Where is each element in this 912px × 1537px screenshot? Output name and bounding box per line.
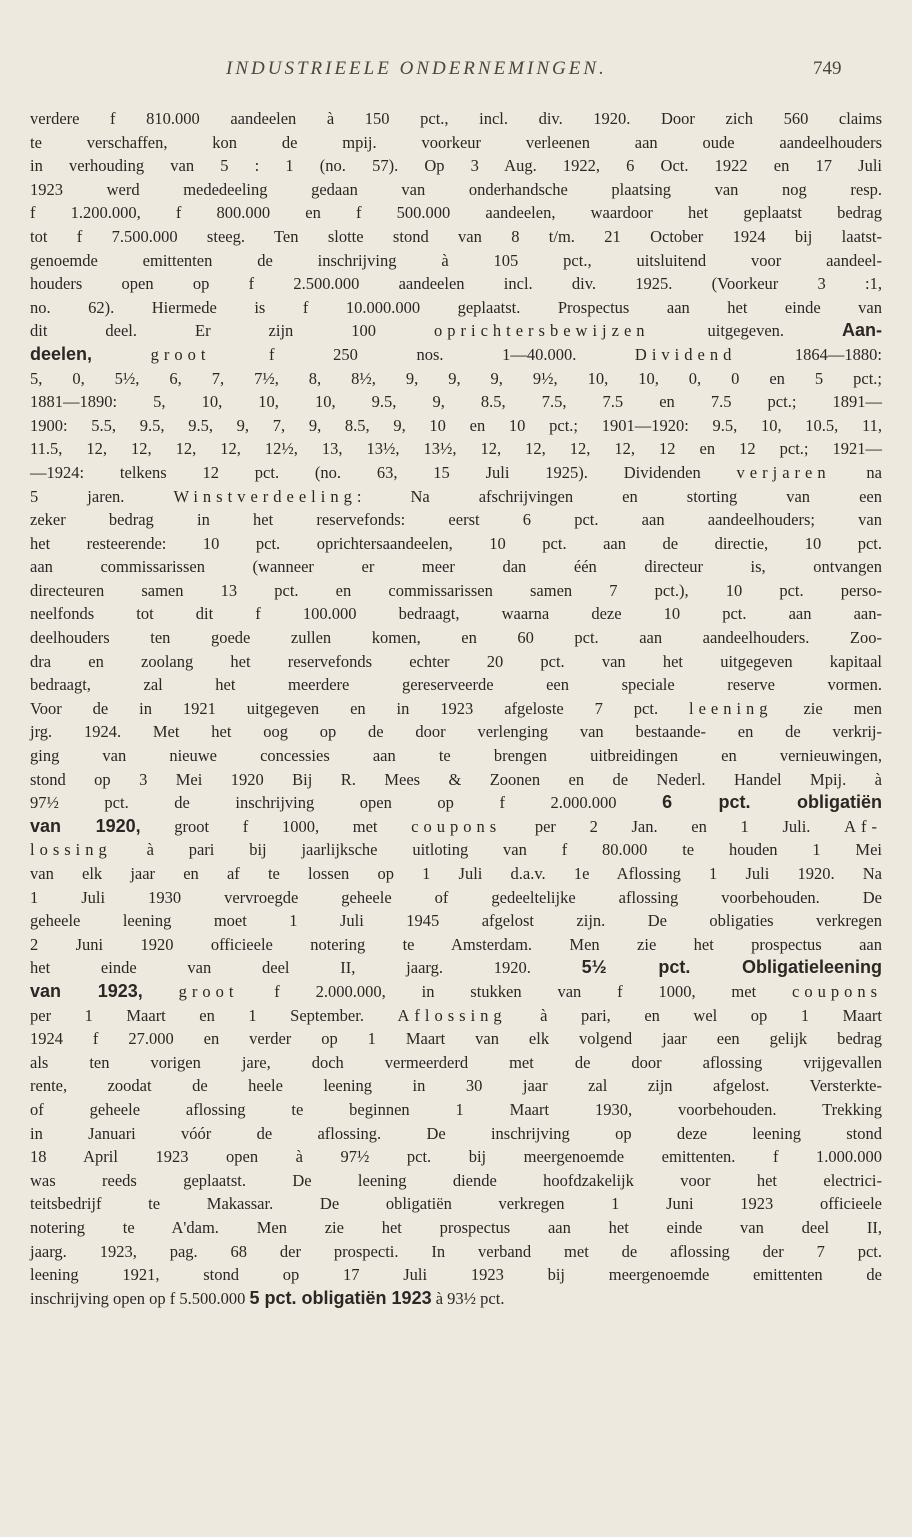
text-run: f 2.000.000, in stukken van f 1000, met	[238, 981, 793, 1001]
text-line	[30, 555, 882, 579]
text-run: zeker bedrag in het reservefonds: eerst 6 pct. aan aandeelhouders; van	[30, 510, 882, 530]
running-head: INDUSTRIEELE ONDERNEMINGEN.	[226, 58, 607, 79]
text-line	[30, 319, 882, 343]
text-line	[30, 461, 882, 485]
text-run: dra en zoolang het reservefonds echter 20 pct. van het uitgegeven kapitaal	[30, 651, 882, 671]
text-run: was reeds geplaatst. De leening diende hoofdzakelijk voor het electrici-	[30, 1170, 882, 1190]
text-run: dit deel. Er zijn 100	[30, 321, 434, 341]
text-line	[30, 1263, 882, 1287]
text-line	[30, 673, 882, 697]
text-run: als ten vorigen jare, doch vermeerderd met de door aflossing vrijgevallen	[30, 1052, 882, 1072]
text-line	[30, 225, 882, 249]
text-line	[30, 390, 882, 414]
text-run: van elk jaar en af te lossen op 1 Juli d.a.v. 1e Aflossing 1 Juli 1920. Na	[30, 864, 882, 883]
body-text	[30, 107, 882, 1310]
text-run: tot f 7.500.000 steeg. Ten slotte stond van 8 t/m. 21 October 1924 bij laatst-	[30, 226, 882, 246]
text-line	[30, 296, 882, 320]
text-line	[30, 1122, 882, 1146]
spaced-emphasis-text: Af-	[844, 816, 882, 836]
text-line	[30, 1004, 882, 1028]
text-line	[30, 1074, 882, 1098]
text-run: 1900: 5.5, 9.5, 9.5, 9, 7, 9, 8.5, 9, 10 en 10 pct.; 1901—1920: 9.5, 10, 10.5, 11,	[30, 415, 882, 435]
text-run: 97½ pct. de inschrijving open op f 2.000.000	[30, 793, 663, 813]
spaced-emphasis-text: groot	[178, 981, 239, 1001]
text-line	[30, 1287, 882, 1311]
text-run: te verschaffen, kon de mpij. voorkeur verleenen aan oude aandeelhouders	[30, 132, 882, 152]
text-run: jrg. 1924. Met het oog op de door verlenging van bestaande- en de verkrij-	[30, 722, 882, 742]
text-line	[30, 650, 882, 674]
spaced-emphasis-text: groot	[150, 344, 211, 364]
text-line	[30, 862, 882, 886]
spaced-emphasis-text: Winstverdeeling	[173, 486, 357, 506]
text-line	[30, 508, 882, 532]
text-run: bedraagt, zal het meerdere gereserveerde een speciale reserve vormen.	[30, 675, 882, 695]
text-line	[30, 343, 882, 367]
text-run: 1864—1880:	[736, 344, 883, 364]
text-run: het einde van deel II, jaarg. 1920.	[30, 958, 582, 978]
text-line	[30, 485, 882, 509]
text-line	[30, 272, 882, 296]
text-run: à 93½ pct.	[431, 1288, 505, 1308]
text-run: 1 Juli 1930 vervroegde geheele of gedeeltelijke aflossing voorbehouden. De	[30, 887, 882, 907]
text-run: uitgegeven.	[649, 321, 843, 341]
text-run: of geheele aflossing te beginnen 1 Maart 1930, voorbehouden. Trekking	[30, 1099, 882, 1119]
page-number: 749	[813, 58, 842, 79]
text-run: stond op 3 Mei 1920 Bij R. Mees & Zoonen en de Nederl. Handel Mpij. à	[30, 769, 882, 789]
text-line	[30, 1027, 882, 1051]
text-line	[30, 626, 882, 650]
text-line	[30, 980, 882, 1004]
text-line	[30, 956, 882, 980]
text-run: 5 jaren.	[30, 486, 174, 506]
bold-heading-text: deelen,	[30, 343, 93, 364]
text-run: leening 1921, stond op 17 Juli 1923 bij meergenoemde emittenten de	[30, 1265, 882, 1285]
text-line	[30, 886, 882, 910]
text-run: no. 62). Hiermede is f 10.000.000 geplaatst. Prospectus aan het einde van	[30, 297, 882, 317]
text-line	[30, 1169, 882, 1193]
spaced-emphasis-text: coupons	[411, 816, 502, 836]
text-line	[30, 579, 882, 603]
text-line	[30, 178, 882, 202]
text-run: het resteerende: 10 pct. oprichtersaandeelen, 10 pct. aan de directie, 10 pct.	[30, 533, 882, 553]
text-run: 5, 0, 5½, 6, 7, 7½, 8, 8½, 9, 9, 9, 9½, 10, 10, 0, 0 en 5 pct.;	[30, 368, 882, 388]
bold-heading-text: 6 pct. obligatiën	[662, 792, 882, 813]
text-run: Voor de in 1921 uitgegeven en in 1923 afgeloste 7 pct.	[30, 698, 689, 718]
text-run: teitsbedrijf te Makassar. De obligatiën verkregen 1 Juni 1923 officieele	[30, 1194, 882, 1214]
text-line	[30, 720, 882, 744]
text-run: inschrijving open op f 5.500.000	[30, 1288, 250, 1308]
text-run: rente, zoodat de heele leening in 30 jaar zal zijn afgelost. Versterkte-	[30, 1076, 882, 1096]
text-line	[30, 602, 882, 626]
text-run: verdere f 810.000 aandeelen à 150 pct., incl. div. 1920. Door zich 560 claims	[30, 109, 882, 128]
text-line	[30, 838, 882, 862]
text-line	[30, 437, 882, 461]
text-line	[30, 791, 882, 815]
text-line	[30, 1098, 882, 1122]
bold-heading-text: 5 pct. obligatiën 1923	[249, 1287, 432, 1308]
text-line	[30, 249, 882, 273]
text-run: per 2 Jan. en 1 Juli.	[501, 816, 845, 836]
text-run: in verhouding van 5 : 1 (no. 57). Op 3 Aug. 1922, 6 Oct. 1922 en 17 Juli	[30, 156, 882, 176]
text-run: 1924 f 27.000 en verder op 1 Maart van elk volgend jaar een gelijk bedrag	[30, 1029, 882, 1049]
spaced-emphasis-text: lossing	[30, 840, 112, 860]
text-run	[92, 345, 151, 364]
text-run: : Na afschrijvingen en storting van een	[356, 486, 882, 506]
text-line	[30, 414, 882, 438]
spaced-emphasis-text: oprichtersbewijzen	[434, 321, 650, 341]
text-run: —1924: telkens 12 pct. (no. 63, 15 Juli 1925). Dividenden	[30, 462, 737, 482]
text-line	[30, 1145, 882, 1169]
text-run: directeuren samen 13 pct. en commissarissen samen 7 pct.), 10 pct. perso-	[30, 580, 882, 600]
text-run: 11.5, 12, 12, 12, 12, 12½, 13, 13½, 13½, 12, 12, 12, 12, 12 en 12 pct.; 1921—	[30, 439, 882, 459]
bold-heading-text: Aan-	[842, 320, 883, 341]
text-run: 1881—1890: 5, 10, 10, 10, 9.5, 9, 8.5, 7.5, 7.5 en 7.5 pct.; 1891—	[30, 392, 882, 412]
bold-heading-text: van 1920,	[30, 815, 141, 836]
text-run: na	[830, 462, 882, 482]
text-run: 2 Juni 1920 officieele notering te Amsterdam. Men zie het prospectus aan	[30, 934, 882, 954]
text-line	[30, 201, 882, 225]
page-header	[0, 52, 912, 84]
text-run: houders open op f 2.500.000 aandeelen incl. div. 1925. (Voorkeur 3 :1,	[30, 274, 882, 294]
text-line	[30, 744, 882, 768]
text-run: in Januari vóór de aflossing. De inschrijving op deze leening stond	[30, 1123, 882, 1143]
bold-heading-text: van 1923,	[30, 980, 143, 1001]
spaced-emphasis-text: leening	[688, 698, 773, 718]
text-run: geheele leening moet 1 Juli 1945 afgelost zijn. De obligaties verkregen	[30, 911, 882, 931]
text-run: aan commissarissen (wanneer er meer dan één directeur is, ontvangen	[30, 557, 882, 577]
text-line	[30, 815, 882, 839]
text-line	[30, 909, 882, 933]
text-run: 1923 werd mededeeling gedaan van onderhandsche plaatsing van nog resp.	[30, 179, 882, 199]
text-run: f 1.200.000, f 800.000 en f 500.000 aandeelen, waardoor het geplaatst bedrag	[30, 203, 882, 223]
spaced-emphasis-text: verjaren	[736, 462, 831, 482]
bold-heading-text: 5½ pct. Obligatieleening	[581, 957, 882, 978]
text-line	[30, 1051, 882, 1075]
text-line	[30, 131, 882, 155]
text-line	[30, 107, 882, 131]
text-run	[143, 982, 179, 1001]
text-run: notering te A'dam. Men zie het prospectus aan het einde van deel II,	[30, 1217, 882, 1237]
text-run: zie men	[772, 698, 883, 718]
text-run: genoemde emittenten de inschrijving à 105 pct., uitsluitend voor aandeel-	[30, 250, 882, 270]
text-line	[30, 1216, 882, 1240]
text-line	[30, 768, 882, 792]
spaced-emphasis-text: coupons	[792, 981, 883, 1001]
text-run: f 250 nos. 1—40.000.	[210, 344, 635, 364]
text-line	[30, 1192, 882, 1216]
text-line	[30, 1240, 882, 1264]
text-run: neelfonds tot dit f 100.000 bedraagt, waarna deze 10 pct. aan aan-	[30, 604, 882, 624]
text-run: ging van nieuwe concessies aan te brengen uitbreidingen en vernieuwingen,	[30, 746, 882, 766]
spaced-emphasis-text: Aflossing	[397, 1005, 507, 1025]
text-run: per 1 Maart en 1 September.	[30, 1005, 398, 1025]
text-run: à pari, en wel op 1 Maart	[506, 1005, 882, 1025]
text-run: jaarg. 1923, pag. 68 der prospecti. In verband met de aflossing der 7 pct.	[30, 1241, 882, 1261]
text-line	[30, 532, 882, 556]
text-run: à pari bij jaarlijksche uitloting van f 80.000 te houden 1 Mei	[111, 840, 882, 860]
text-line	[30, 933, 882, 957]
text-run: 18 April 1923 open à 97½ pct. bij meergenoemde emittenten. f 1.000.000	[30, 1147, 882, 1167]
text-run: groot f 1000, met	[140, 816, 412, 836]
text-line	[30, 154, 882, 178]
text-run: deelhouders ten goede zullen komen, en 60 pct. aan aandeelhouders. Zoo-	[30, 628, 882, 648]
text-line	[30, 367, 882, 391]
text-line	[30, 697, 882, 721]
spaced-emphasis-text: Dividend	[634, 344, 737, 364]
